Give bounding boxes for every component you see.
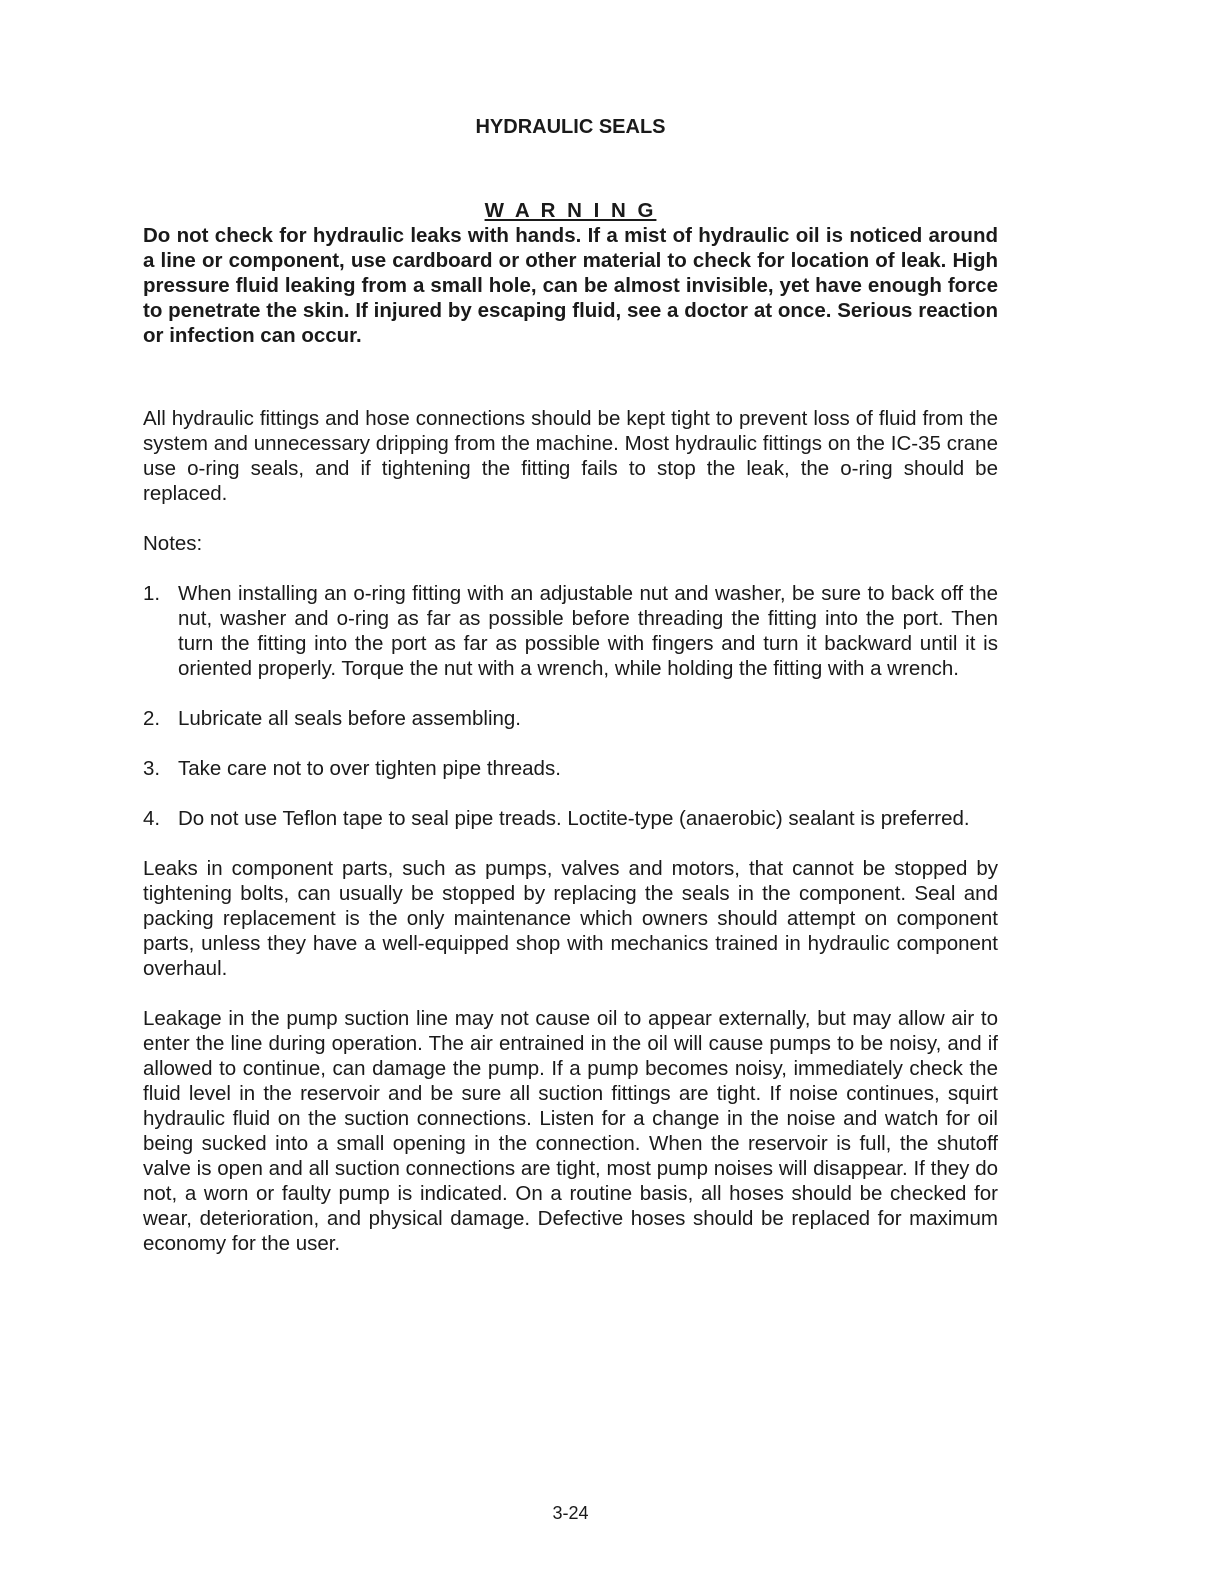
note-item [143, 806, 998, 831]
notes-list [143, 581, 998, 831]
body-paragraph-suction: Leakage in the pump suction line may not cause oil to appear externally, but may allow air to enter the line during operation. The air entrained in the oil will cause pumps to be noisy, and if allowed to continue, can damage the pump. If a pump becomes noisy, immediately check the fluid level in the reservoir and be sure all suction fittings are tight. If noise continues, squirt hydraulic fluid on the suction connections. Listen for a change in the noise and watch for oil being sucked into a small opening in the connection. When the reservoir is full, the shutoff valve is open and all suction connections are tight, most pump noises will disappear. If they do not, a worn or faulty pump is indicated. On a routine basis, all hoses should be checked for wear, deterioration, and physical damage. Defective hoses should be replaced for maximum economy for the user. [143, 1007, 998, 1255]
warning-heading: W A R N I N G [484, 199, 657, 222]
note-number: 1. [143, 582, 161, 605]
note-number: 3. [143, 757, 161, 780]
note-item [143, 706, 998, 731]
page-number: 3-24 [552, 1503, 589, 1523]
note-number: 4. [143, 807, 161, 830]
note-text: Take care not to over tighten pipe threads. [178, 757, 561, 780]
note-text: Do not use Teflon tape to seal pipe treads. Loctite-type (anaerobic) sealant is preferred. [178, 807, 970, 830]
note-number: 2. [143, 707, 161, 730]
page-content [143, 114, 998, 1281]
document-title: HYDRAULIC SEALS [475, 116, 666, 138]
warning-text: Do not check for hydraulic leaks with hands. If a mist of hydraulic oil is noticed around a line or component, use cardboard or other material to check for location of leak. High pressure fluid leaking from a small hole, can be almost invisible, yet have enough force to penetrate the skin. If injured by escaping fluid, see a doctor at once. Serious reaction or infection can occur. [143, 224, 998, 347]
body-paragraph-leaks: Leaks in component parts, such as pumps, valves and motors, that cannot be stopped by tightening bolts, can usually be stopped by replacing the seals in the component. Seal and packing replacement is the only maintenance which owners should attempt on component parts, unless they have a well-equipped shop with mechanics trained in hydraulic component overhaul. [143, 857, 998, 980]
note-item [143, 756, 998, 781]
note-item [143, 581, 998, 681]
intro-paragraph: All hydraulic fittings and hose connections should be kept tight to prevent loss of fluid from the system and unnecessary dripping from the machine. Most hydraulic fittings on the IC-35 crane use o-ring seals, and if tightening the fitting fails to stop the leak, the o-ring should be replaced. [143, 407, 998, 505]
note-text: Lubricate all seals before assembling. [178, 707, 521, 730]
notes-label: Notes: [143, 532, 203, 555]
warning-block [143, 198, 998, 348]
note-text: When installing an o-ring fitting with an adjustable nut and washer, be sure to back off the nut, washer and o-ring as far as possible before threading the fitting into the port. Then turn the fitting into the port as far as possible with fingers and turn it backward until it is oriented properly. Torque the nut with a wrench, while holding the fitting with a wrench. [178, 582, 998, 680]
